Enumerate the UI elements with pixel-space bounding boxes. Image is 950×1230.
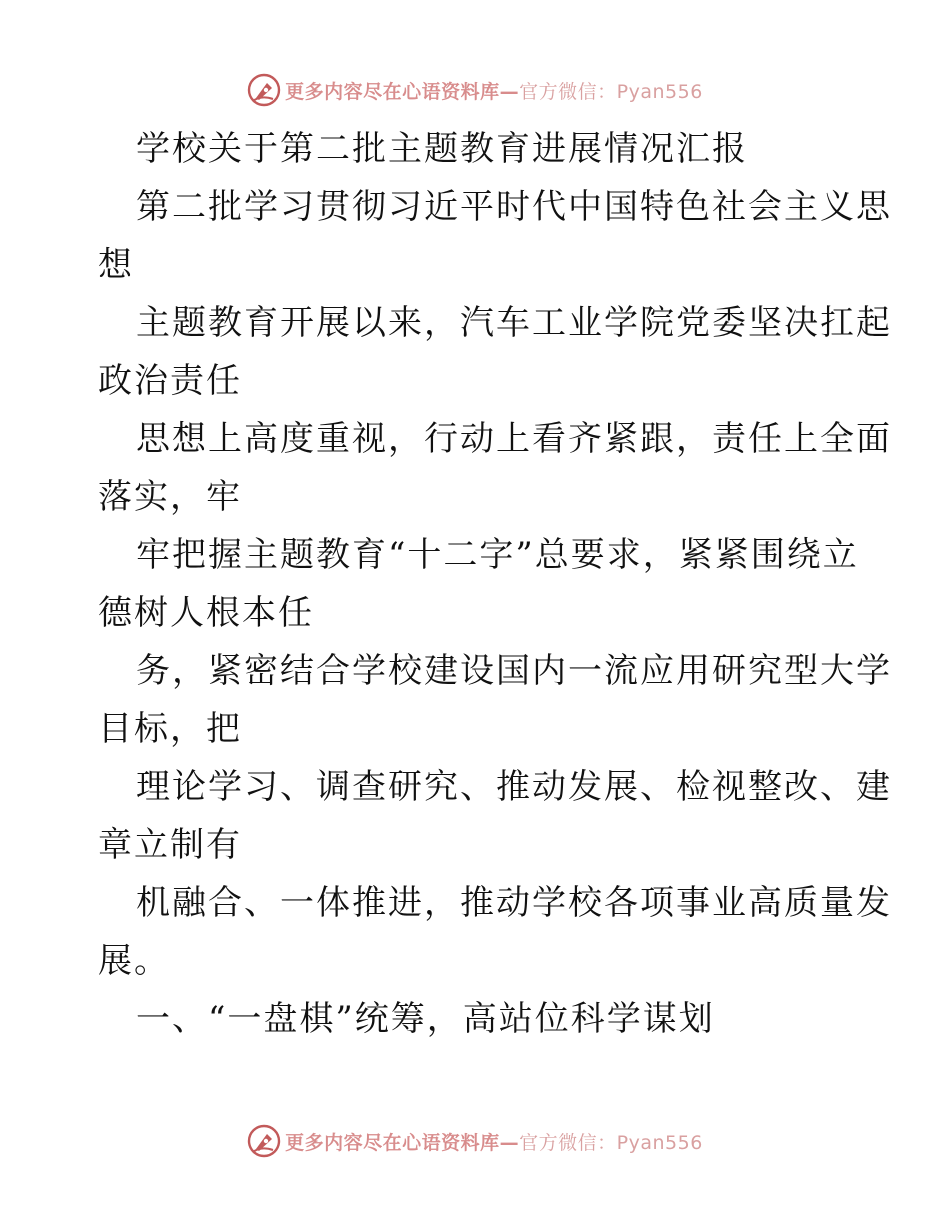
pen-nib-logo-icon <box>247 1124 281 1158</box>
paragraph-line: 思想上高度重视，行动上看齐紧跟，责任上全面 <box>136 419 892 459</box>
banner-separator: — <box>499 1131 520 1154</box>
paragraph-line: 机融合、一体推进，推动学校各项事业高质量发 <box>136 883 892 923</box>
paragraph-line: 牢把握主题教育“十二字”总要求，紧紧围绕立 <box>136 535 859 575</box>
header-watermark-banner <box>0 70 950 110</box>
banner-separator: — <box>499 80 520 103</box>
paragraph-line: 务，紧密结合学校建设国内一流应用研究型大学 <box>136 651 892 691</box>
paragraph-line: 德树人根本任 <box>98 593 314 633</box>
banner-main-text: 更多内容尽在心语资料库 <box>285 80 500 103</box>
banner-text <box>285 77 703 104</box>
paragraph-line: 理论学习、调查研究、推动发展、检视整改、建 <box>136 767 892 807</box>
paragraph-line: 章立制有 <box>98 825 242 865</box>
section-heading: 一、“一盘棋”统筹，高站位科学谋划 <box>136 999 715 1039</box>
banner-text <box>285 1128 703 1155</box>
paragraph-line: 第二批学习贯彻习近平时代中国特色社会主义思 <box>136 187 892 227</box>
paragraph-line: 主题教育开展以来，汽车工业学院党委坚决扛起 <box>136 303 892 343</box>
paragraph-line: 目标，把 <box>98 709 242 749</box>
pen-nib-logo-icon <box>247 73 281 107</box>
footer-watermark-banner <box>0 1121 950 1161</box>
paragraph-line: 展。 <box>98 941 170 981</box>
document-body <box>98 120 892 1048</box>
banner-wechat-text: 官方微信：Pyan556 <box>519 80 703 103</box>
banner-wechat-text: 官方微信：Pyan556 <box>519 1131 703 1154</box>
banner-main-text: 更多内容尽在心语资料库 <box>285 1131 500 1154</box>
document-title: 学校关于第二批主题教育进展情况汇报 <box>136 129 748 169</box>
paragraph-line: 想 <box>98 245 134 285</box>
paragraph-line: 落实，牢 <box>98 477 242 517</box>
paragraph-line: 政治责任 <box>98 361 242 401</box>
